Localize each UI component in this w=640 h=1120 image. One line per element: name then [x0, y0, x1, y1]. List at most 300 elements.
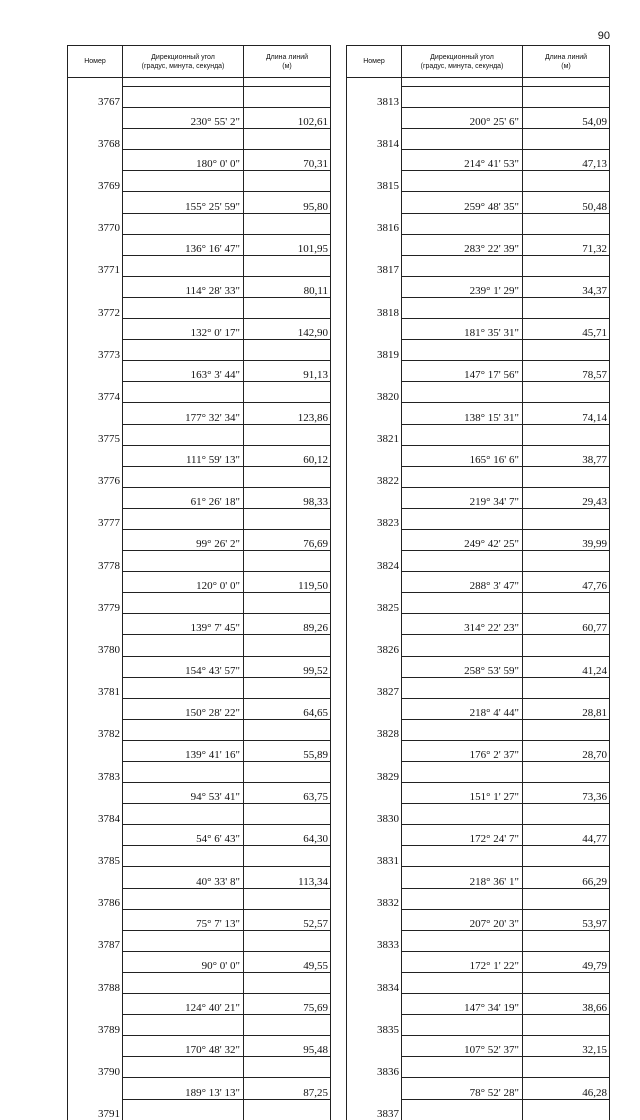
angle-column-header: Дирекционный угол (градус, минута, секунда): [123, 46, 244, 78]
line-length: 34,37: [523, 276, 610, 297]
empty-cell: [402, 297, 523, 318]
empty-cell: [68, 445, 123, 466]
spacer-cell: [123, 78, 244, 87]
line-length: 89,26: [244, 614, 331, 635]
direction-angle: 150° 28' 22": [123, 698, 244, 719]
empty-cell: [523, 297, 610, 318]
direction-angle: 180° 0' 0": [123, 150, 244, 171]
point-row: [347, 593, 610, 614]
point-number: 3813: [347, 87, 402, 108]
point-row: [68, 719, 331, 740]
point-row: [347, 466, 610, 487]
segment-row: [347, 825, 610, 846]
segment-row: [68, 1078, 331, 1099]
segment-row: [68, 319, 331, 340]
empty-cell: [244, 551, 331, 572]
empty-cell: [402, 213, 523, 234]
empty-cell: [244, 508, 331, 529]
empty-cell: [523, 129, 610, 150]
empty-cell: [347, 951, 402, 972]
empty-cell: [402, 171, 523, 192]
point-number: 3825: [347, 593, 402, 614]
line-length: 123,86: [244, 403, 331, 424]
empty-cell: [68, 614, 123, 635]
empty-cell: [402, 551, 523, 572]
point-row: [347, 677, 610, 698]
point-row: [68, 804, 331, 825]
line-length: 95,48: [244, 1036, 331, 1057]
empty-cell: [347, 361, 402, 382]
point-number: 3816: [347, 213, 402, 234]
segment-row: [68, 572, 331, 593]
line-length: 95,80: [244, 192, 331, 213]
empty-cell: [523, 593, 610, 614]
empty-cell: [123, 213, 244, 234]
line-length: 38,77: [523, 445, 610, 466]
empty-cell: [123, 87, 244, 108]
line-length: 28,81: [523, 698, 610, 719]
empty-cell: [523, 888, 610, 909]
empty-cell: [402, 340, 523, 361]
direction-angle: 147° 17' 56": [402, 361, 523, 382]
empty-cell: [523, 972, 610, 993]
point-number: 3786: [68, 888, 123, 909]
empty-cell: [123, 508, 244, 529]
empty-cell: [523, 87, 610, 108]
point-number: 3778: [68, 551, 123, 572]
empty-cell: [68, 192, 123, 213]
empty-cell: [402, 255, 523, 276]
direction-angle: 219° 34' 7": [402, 487, 523, 508]
empty-cell: [402, 762, 523, 783]
segment-row: [347, 192, 610, 213]
line-length: 119,50: [244, 572, 331, 593]
point-row: [68, 593, 331, 614]
empty-cell: [123, 677, 244, 698]
empty-cell: [402, 1099, 523, 1120]
line-length: 60,12: [244, 445, 331, 466]
point-number: 3822: [347, 466, 402, 487]
segment-row: [68, 867, 331, 888]
line-length: 49,79: [523, 951, 610, 972]
left-table-body: [68, 78, 331, 1120]
point-number: 3817: [347, 255, 402, 276]
line-length: 91,13: [244, 361, 331, 382]
empty-cell: [402, 804, 523, 825]
point-row: [68, 888, 331, 909]
empty-cell: [123, 1099, 244, 1120]
empty-cell: [402, 972, 523, 993]
point-number: 3827: [347, 677, 402, 698]
segment-row: [347, 656, 610, 677]
point-row: [68, 846, 331, 867]
line-length: 44,77: [523, 825, 610, 846]
line-length: 52,57: [244, 909, 331, 930]
direction-angle: 147° 34' 19": [402, 994, 523, 1015]
empty-cell: [523, 719, 610, 740]
empty-cell: [523, 466, 610, 487]
direction-angle: 181° 35' 31": [402, 319, 523, 340]
empty-cell: [347, 192, 402, 213]
point-number: 3833: [347, 930, 402, 951]
empty-cell: [68, 319, 123, 340]
point-row: [68, 1015, 331, 1036]
line-length: 73,36: [523, 783, 610, 804]
empty-cell: [244, 255, 331, 276]
line-length: 53,97: [523, 909, 610, 930]
empty-cell: [347, 403, 402, 424]
segment-row: [347, 1078, 610, 1099]
empty-cell: [244, 635, 331, 656]
point-row: [68, 424, 331, 445]
point-row: [68, 551, 331, 572]
empty-cell: [68, 150, 123, 171]
empty-cell: [68, 1036, 123, 1057]
line-length: 54,09: [523, 108, 610, 129]
empty-cell: [244, 297, 331, 318]
point-number: 3832: [347, 888, 402, 909]
point-number: 3826: [347, 635, 402, 656]
segment-row: [347, 487, 610, 508]
line-length: 74,14: [523, 403, 610, 424]
line-length: 38,66: [523, 994, 610, 1015]
point-row: [347, 382, 610, 403]
point-row: [347, 340, 610, 361]
empty-cell: [402, 593, 523, 614]
point-row: [68, 87, 331, 108]
segment-row: [68, 656, 331, 677]
point-row: [347, 930, 610, 951]
direction-angle: 249° 42' 25": [402, 529, 523, 550]
segment-row: [347, 445, 610, 466]
direction-angle: 214° 41' 53": [402, 150, 523, 171]
segment-row: [68, 276, 331, 297]
empty-cell: [68, 403, 123, 424]
empty-cell: [347, 698, 402, 719]
empty-cell: [523, 1099, 610, 1120]
direction-angle: 78° 52' 28": [402, 1078, 523, 1099]
empty-cell: [347, 445, 402, 466]
empty-cell: [402, 1015, 523, 1036]
point-row: [68, 297, 331, 318]
empty-cell: [244, 930, 331, 951]
point-number: 3829: [347, 762, 402, 783]
angle-column-header: Дирекционный угол (градус, минута, секунда): [402, 46, 523, 78]
empty-cell: [347, 234, 402, 255]
segment-row: [347, 150, 610, 171]
segment-row: [68, 909, 331, 930]
empty-cell: [123, 972, 244, 993]
point-number: 3784: [68, 804, 123, 825]
point-row: [68, 972, 331, 993]
empty-cell: [347, 319, 402, 340]
point-row: [347, 1099, 610, 1120]
direction-angle: 111° 59' 13": [123, 445, 244, 466]
line-length: 39,99: [523, 529, 610, 550]
segment-row: [68, 614, 331, 635]
empty-cell: [347, 529, 402, 550]
table-header-row: [68, 46, 331, 78]
segment-row: [347, 994, 610, 1015]
left-coordinates-table: [67, 45, 331, 1120]
point-number: 3790: [68, 1057, 123, 1078]
point-number: 3777: [68, 508, 123, 529]
line-length: 71,32: [523, 234, 610, 255]
point-number: 3830: [347, 804, 402, 825]
line-length: 87,25: [244, 1078, 331, 1099]
empty-cell: [402, 846, 523, 867]
point-number: 3770: [68, 213, 123, 234]
empty-cell: [244, 382, 331, 403]
direction-angle: 90° 0' 0": [123, 951, 244, 972]
segment-row: [68, 234, 331, 255]
direction-angle: 75° 7' 13": [123, 909, 244, 930]
empty-cell: [68, 951, 123, 972]
point-row: [347, 87, 610, 108]
right-table-body: [347, 78, 610, 1120]
point-row: [347, 804, 610, 825]
segment-row: [68, 994, 331, 1015]
empty-cell: [402, 930, 523, 951]
length-column-header: Длина линий (м): [244, 46, 331, 78]
point-number: 3767: [68, 87, 123, 108]
point-number: 3774: [68, 382, 123, 403]
empty-cell: [347, 572, 402, 593]
empty-cell: [244, 804, 331, 825]
point-row: [68, 762, 331, 783]
empty-cell: [68, 994, 123, 1015]
point-number: 3789: [68, 1015, 123, 1036]
segment-row: [347, 403, 610, 424]
point-row: [68, 930, 331, 951]
spacer-cell: [68, 78, 123, 87]
point-row: [68, 677, 331, 698]
segment-row: [68, 1036, 331, 1057]
empty-cell: [523, 804, 610, 825]
direction-angle: 107° 52' 37": [402, 1036, 523, 1057]
segment-row: [347, 108, 610, 129]
direction-angle: 114° 28' 33": [123, 276, 244, 297]
empty-cell: [523, 1015, 610, 1036]
point-number: 3836: [347, 1057, 402, 1078]
point-number: 3785: [68, 846, 123, 867]
point-number: 3823: [347, 508, 402, 529]
segment-row: [347, 740, 610, 761]
segment-row: [347, 572, 610, 593]
point-row: [347, 213, 610, 234]
empty-cell: [402, 424, 523, 445]
line-length: 49,55: [244, 951, 331, 972]
line-length: 41,24: [523, 656, 610, 677]
direction-angle: 61° 26' 18": [123, 487, 244, 508]
empty-cell: [347, 740, 402, 761]
empty-cell: [123, 297, 244, 318]
line-length: 64,65: [244, 698, 331, 719]
empty-cell: [347, 276, 402, 297]
direction-angle: 120° 0' 0": [123, 572, 244, 593]
point-number: 3831: [347, 846, 402, 867]
point-row: [347, 297, 610, 318]
empty-cell: [123, 593, 244, 614]
point-number: 3773: [68, 340, 123, 361]
direction-angle: 154° 43' 57": [123, 656, 244, 677]
point-number: 3775: [68, 424, 123, 445]
point-number: 3768: [68, 129, 123, 150]
empty-cell: [68, 783, 123, 804]
empty-cell: [347, 825, 402, 846]
empty-cell: [123, 930, 244, 951]
point-row: [347, 635, 610, 656]
point-row: [347, 846, 610, 867]
point-row: [347, 762, 610, 783]
empty-cell: [523, 255, 610, 276]
direction-angle: 258° 53' 59": [402, 656, 523, 677]
empty-cell: [68, 487, 123, 508]
empty-cell: [347, 108, 402, 129]
direction-angle: 239° 1' 29": [402, 276, 523, 297]
empty-cell: [123, 551, 244, 572]
empty-cell: [68, 656, 123, 677]
direction-angle: 207° 20' 3": [402, 909, 523, 930]
segment-row: [68, 698, 331, 719]
segment-row: [347, 361, 610, 382]
spacer-cell: [347, 78, 402, 87]
direction-angle: 172° 24' 7": [402, 825, 523, 846]
empty-cell: [123, 1057, 244, 1078]
empty-cell: [244, 1057, 331, 1078]
empty-cell: [244, 213, 331, 234]
empty-cell: [523, 846, 610, 867]
point-number: 3779: [68, 593, 123, 614]
line-length: 142,90: [244, 319, 331, 340]
point-number: 3769: [68, 171, 123, 192]
empty-cell: [123, 129, 244, 150]
empty-cell: [244, 171, 331, 192]
point-number: 3824: [347, 551, 402, 572]
empty-cell: [244, 719, 331, 740]
empty-cell: [68, 108, 123, 129]
empty-cell: [68, 234, 123, 255]
direction-angle: 259° 48' 35": [402, 192, 523, 213]
empty-cell: [402, 508, 523, 529]
direction-angle: 218° 4' 44": [402, 698, 523, 719]
direction-angle: 218° 36' 1": [402, 867, 523, 888]
direction-angle: 132° 0' 17": [123, 319, 244, 340]
point-row: [347, 424, 610, 445]
empty-cell: [523, 930, 610, 951]
line-length: 64,30: [244, 825, 331, 846]
point-row: [68, 129, 331, 150]
empty-cell: [523, 424, 610, 445]
empty-cell: [68, 867, 123, 888]
point-row: [347, 719, 610, 740]
empty-cell: [244, 466, 331, 487]
point-row: [68, 635, 331, 656]
empty-cell: [523, 677, 610, 698]
empty-cell: [347, 614, 402, 635]
empty-cell: [123, 846, 244, 867]
empty-cell: [244, 1099, 331, 1120]
direction-angle: 40° 33' 8": [123, 867, 244, 888]
segment-row: [347, 951, 610, 972]
empty-cell: [523, 635, 610, 656]
empty-cell: [523, 382, 610, 403]
point-number: 3782: [68, 719, 123, 740]
line-length: 32,15: [523, 1036, 610, 1057]
empty-cell: [244, 87, 331, 108]
empty-cell: [244, 340, 331, 361]
point-number: 3834: [347, 972, 402, 993]
point-number: 3818: [347, 297, 402, 318]
point-row: [68, 508, 331, 529]
line-length: 60,77: [523, 614, 610, 635]
empty-cell: [123, 719, 244, 740]
point-row: [68, 1099, 331, 1120]
point-row: [347, 551, 610, 572]
empty-cell: [123, 255, 244, 276]
empty-cell: [244, 424, 331, 445]
direction-angle: 165° 16' 6": [402, 445, 523, 466]
point-row: [347, 129, 610, 150]
empty-cell: [402, 1057, 523, 1078]
point-row: [347, 508, 610, 529]
empty-cell: [402, 719, 523, 740]
segment-row: [68, 487, 331, 508]
line-length: 66,29: [523, 867, 610, 888]
point-number: 3780: [68, 635, 123, 656]
point-row: [347, 255, 610, 276]
number-column-header: Номер: [347, 46, 402, 78]
empty-cell: [68, 572, 123, 593]
right-coordinates-table: [346, 45, 610, 1120]
empty-cell: [402, 87, 523, 108]
point-number: 3815: [347, 171, 402, 192]
empty-cell: [244, 972, 331, 993]
empty-cell: [68, 825, 123, 846]
segment-row: [347, 783, 610, 804]
spacer-cell: [402, 78, 523, 87]
empty-cell: [244, 677, 331, 698]
point-number: 3819: [347, 340, 402, 361]
line-length: 28,70: [523, 740, 610, 761]
line-length: 101,95: [244, 234, 331, 255]
direction-angle: 136° 16' 47": [123, 234, 244, 255]
point-number: 3776: [68, 466, 123, 487]
spacer-cell: [244, 78, 331, 87]
empty-cell: [68, 698, 123, 719]
empty-cell: [68, 529, 123, 550]
point-row: [347, 171, 610, 192]
empty-cell: [347, 150, 402, 171]
empty-cell: [523, 1057, 610, 1078]
line-length: 55,89: [244, 740, 331, 761]
point-number: 3771: [68, 255, 123, 276]
table-header-row: [347, 46, 610, 78]
point-row: [347, 888, 610, 909]
direction-angle: 94° 53' 41": [123, 783, 244, 804]
line-length: 47,13: [523, 150, 610, 171]
direction-angle: 163° 3' 44": [123, 361, 244, 382]
line-length: 47,76: [523, 572, 610, 593]
point-number: 3821: [347, 424, 402, 445]
direction-angle: 124° 40' 21": [123, 994, 244, 1015]
empty-cell: [402, 382, 523, 403]
segment-row: [347, 529, 610, 550]
empty-cell: [523, 171, 610, 192]
empty-cell: [123, 635, 244, 656]
direction-angle: 288° 3' 47": [402, 572, 523, 593]
empty-cell: [347, 656, 402, 677]
